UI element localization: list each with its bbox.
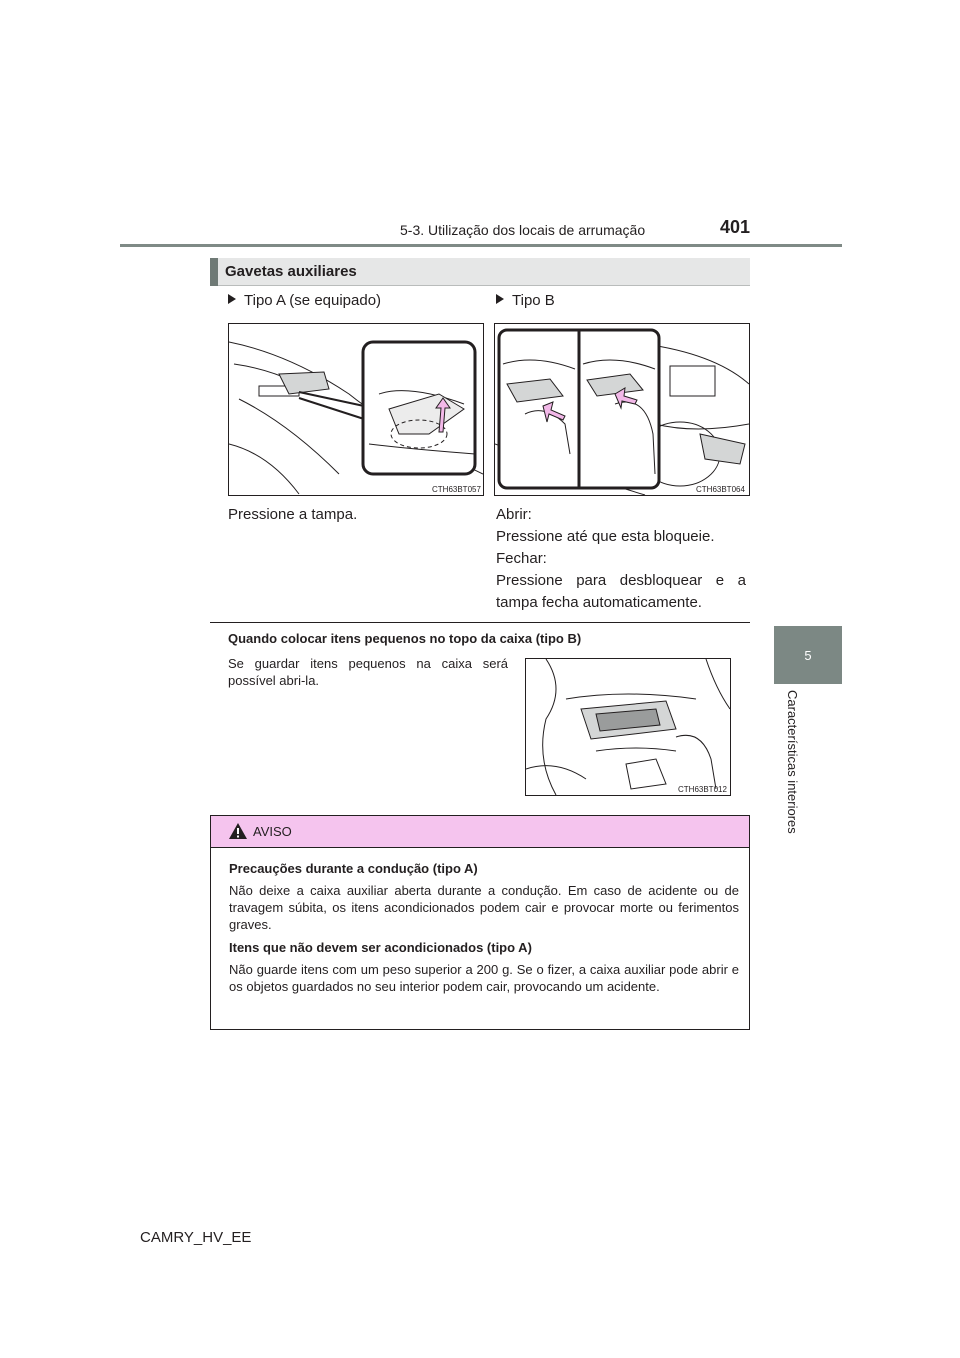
warning-item-text: Não guarde itens com um peso superior a 200 g. Se o fizer, a caixa auxiliar pode abrir e os objetos guardados no seu interior podem cair, provocando um acidente. [229, 962, 739, 994]
figure-code: CTH63BT057 [432, 485, 481, 494]
chapter-tab [774, 626, 842, 684]
chapter-number: 5 [804, 647, 812, 663]
type-a-description: Pressione a tampa. [228, 506, 358, 523]
warning-label: AVISO [253, 824, 292, 839]
figure-type-a [228, 323, 484, 496]
section-divider [210, 622, 750, 623]
figure-code: CTH63BT064 [696, 485, 745, 494]
section-heading-bar [210, 258, 750, 286]
warning-body [229, 860, 739, 1001]
figure-type-b [494, 323, 750, 496]
figure-type-b-illustration [495, 324, 749, 495]
warning-item-title: Precauções durante a condução (tipo A) [229, 861, 478, 876]
figure-code: CTH63BT012 [678, 785, 727, 794]
type-b-description: Abrir: Pressione até que esta bloqueie. Fechar: Pressione para desbloquear e a tampa fecha automaticamente. [496, 506, 746, 611]
warning-item-title: Itens que não devem ser acondicionados (tipo A) [229, 940, 532, 955]
figure-note-illustration [526, 659, 730, 795]
section-heading-accent [210, 258, 218, 286]
figure-type-a-illustration [229, 324, 483, 495]
figure-note [525, 658, 731, 796]
type-b-label: Tipo B [496, 292, 555, 309]
note-title: Quando colocar itens pequenos no topo da caixa (tipo B) [228, 631, 582, 646]
bullet-triangle-icon [496, 294, 504, 304]
page-number: 401 [720, 217, 751, 237]
section-heading: Gavetas auxiliares [225, 263, 357, 280]
type-a-label: Tipo A (se equipado) [228, 292, 381, 309]
note-text: Se guardar itens pequenos na caixa será possível abri-la. [228, 656, 508, 688]
chapter-title: Características interiores [785, 690, 800, 834]
warning-triangle-icon [228, 822, 248, 840]
model-code: CAMRY_HV_EE [140, 1229, 252, 1246]
header-divider [120, 244, 842, 247]
warning-box [210, 815, 750, 1030]
warning-header [211, 816, 749, 848]
running-header-title: 5-3. Utilização dos locais de arrumação [400, 222, 646, 238]
warning-item-text: Não deixe a caixa auxiliar aberta durante a condução. Em caso de acidente ou de travagem súbita, os itens acondicionados podem cair e provocar morte ou ferimentos graves. [229, 883, 739, 932]
bullet-triangle-icon [228, 294, 236, 304]
